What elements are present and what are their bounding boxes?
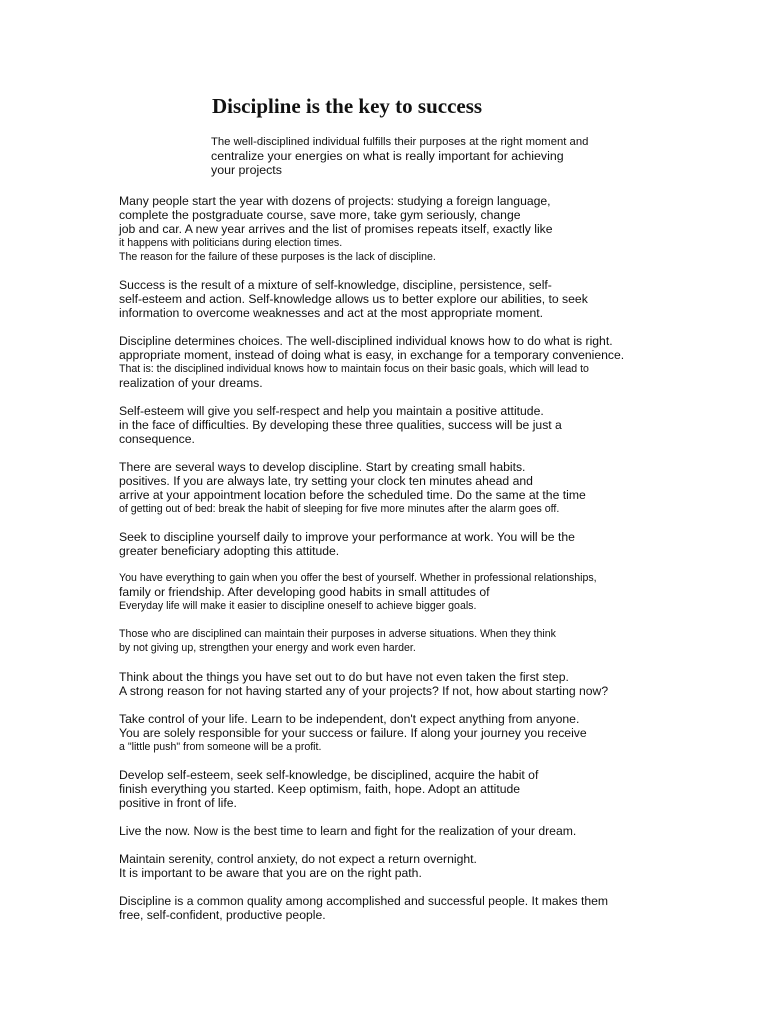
paragraph-now xyxy=(119,824,576,838)
paragraph-conclusion xyxy=(119,894,608,922)
paragraph-line: it happens with politicians during election times. xyxy=(119,237,343,249)
paragraph-line: Think about the things you have set out to do but have not even taken the first step. xyxy=(119,670,569,684)
paragraph-line: Discipline is a common quality among accomplished and successful people. It makes them xyxy=(119,894,609,908)
paragraph-line: free, self-confident, productive people. xyxy=(119,908,326,922)
paragraph-line: information to overcome weaknesses and act at the most appropriate moment. xyxy=(119,306,544,320)
paragraph-line: of getting out of bed: break the habit of sleeping for five more minutes after the alarm goes off. xyxy=(119,503,560,515)
paragraph-line: arrive at your appointment location before the scheduled time. Do the same at the time xyxy=(119,488,586,502)
paragraph-line: by not giving up, strengthen your energy and work even harder. xyxy=(119,642,416,654)
document-title: Discipline is the key to success xyxy=(212,94,483,118)
paragraph-line: family or friendship. After developing good habits in small attitudes of xyxy=(119,585,490,599)
paragraph-line: positives. If you are always late, try setting your clock ten minutes ahead and xyxy=(119,474,533,488)
paragraph-line: You are solely responsible for your success or failure. If along your journey you receive xyxy=(119,726,587,740)
paragraph-self-esteem xyxy=(119,404,562,446)
paragraph-control xyxy=(119,712,587,754)
paragraph-line: Maintain serenity, control anxiety, do not expect a return overnight. xyxy=(119,852,477,866)
paragraph-line: Take control of your life. Learn to be independent, don't expect anything from anyone. xyxy=(119,712,580,726)
paragraph-work xyxy=(119,530,575,558)
paragraph-line: The reason for the failure of these purposes is the lack of discipline. xyxy=(119,251,436,263)
paragraph-line: realization of your dreams. xyxy=(119,376,263,390)
paragraph-adverse xyxy=(119,627,556,655)
paragraph-line: complete the postgraduate course, save more, take gym seriously, change xyxy=(119,208,521,222)
paragraph-line: appropriate moment, instead of doing what is easy, in exchange for a temporary convenience. xyxy=(119,348,625,362)
paragraph-line: greater beneficiary adopting this attitude. xyxy=(119,544,340,558)
paragraph-line: job and car. A new year arrives and the list of promises repeats itself, exactly like xyxy=(119,222,553,236)
paragraph-line: That is: the disciplined individual knows how to maintain focus on their basic goals, which will lead to xyxy=(119,363,589,375)
paragraph-line: Those who are disciplined can maintain their purposes in adverse situations. When they think xyxy=(119,628,556,640)
paragraph-first-step xyxy=(119,670,608,698)
paragraph-line: Develop self-esteem, seek self-knowledge, be disciplined, acquire the habit of xyxy=(119,768,539,782)
document-subtitle xyxy=(211,135,588,177)
paragraph-line: a "little push" from someone will be a profit. xyxy=(119,741,322,753)
paragraph-line: A strong reason for not having started any of your projects? If not, how about starting now? xyxy=(119,684,609,698)
paragraph-choices xyxy=(119,334,624,390)
paragraph-line: Success is the result of a mixture of self-knowledge, discipline, persistence, self- xyxy=(119,278,552,292)
paragraph-line: It is important to be aware that you are on the right path. xyxy=(119,866,422,880)
paragraph-line: Discipline determines choices. The well-disciplined individual knows how to do what is right. xyxy=(119,334,613,348)
subtitle-line: The well-disciplined individual fulfills their purposes at the right moment and xyxy=(211,136,589,148)
paragraph-success xyxy=(119,278,588,320)
paragraph-habits xyxy=(119,460,586,516)
paragraph-line: There are several ways to develop discipline. Start by creating small habits. xyxy=(119,460,526,474)
paragraph-line: Everyday life will make it easier to discipline oneself to achieve bigger goals. xyxy=(119,600,477,612)
subtitle-line: your projects xyxy=(211,163,282,177)
paragraph-serenity xyxy=(119,852,477,880)
paragraph-intro xyxy=(119,194,553,264)
paragraph-line: You have everything to gain when you offer the best of yourself. Whether in professional relationships, xyxy=(119,572,597,584)
paragraph-line: self-esteem and action. Self-knowledge allows us to better explore our abilities, to seek xyxy=(119,292,588,306)
paragraph-develop xyxy=(119,768,538,810)
paragraph-line: Many people start the year with dozens of projects: studying a foreign language, xyxy=(119,194,551,208)
paragraph-line: positive in front of life. xyxy=(119,796,237,810)
paragraph-line: Self-esteem will give you self-respect and help you maintain a positive attitude. xyxy=(119,404,544,418)
paragraph-line: Live the now. Now is the best time to learn and fight for the realization of your dream. xyxy=(119,824,577,838)
paragraph-line: consequence. xyxy=(119,432,195,446)
subtitle-line: centralize your energies on what is really important for achieving xyxy=(211,149,564,163)
paragraph-line: finish everything you started. Keep optimism, faith, hope. Adopt an attitude xyxy=(119,782,521,796)
paragraph-line: Seek to discipline yourself daily to improve your performance at work. You will be the xyxy=(119,530,575,544)
paragraph-line: in the face of difficulties. By developing these three qualities, success will be just a xyxy=(119,418,562,432)
paragraph-gain xyxy=(119,571,597,613)
